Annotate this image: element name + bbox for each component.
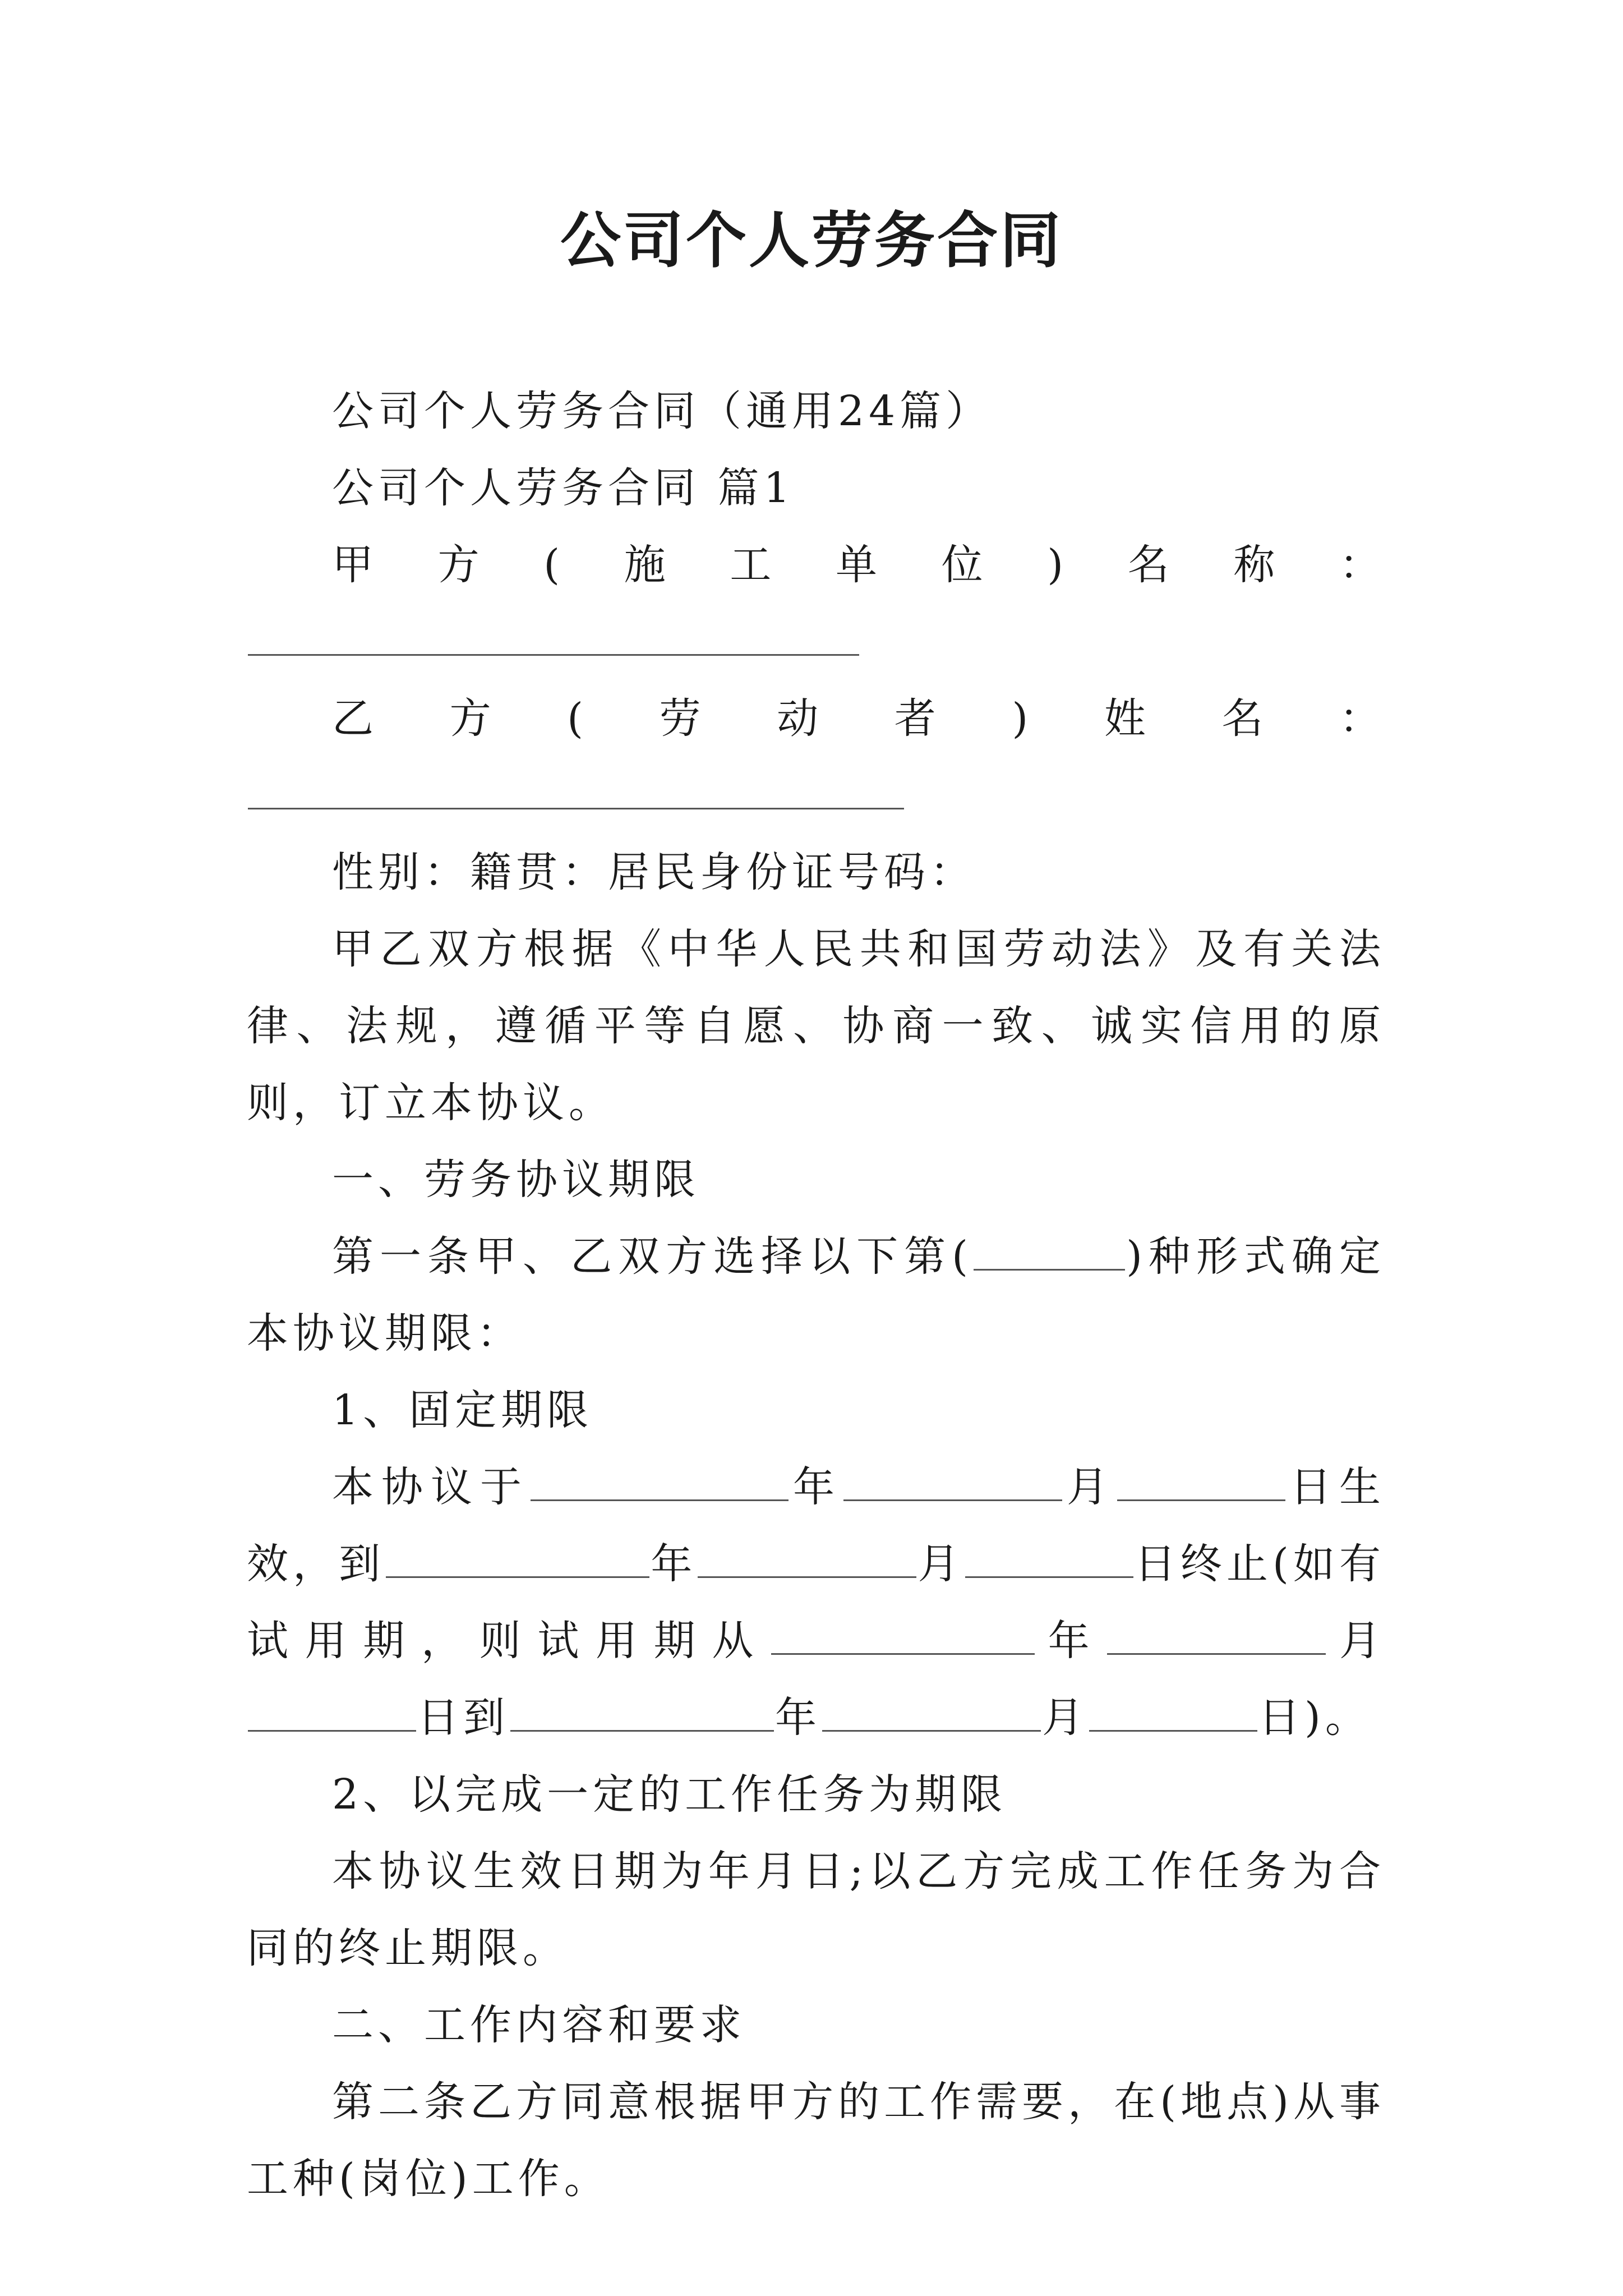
start-day-blank xyxy=(1117,1466,1285,1501)
trial-end: 日)。 xyxy=(1258,1694,1371,1742)
end-month-blank xyxy=(698,1543,916,1578)
year-label: 年 xyxy=(651,1540,697,1588)
item-task-term: 2、以完成一定的工作任务为期限 xyxy=(332,1770,1007,1819)
party-b-label: 乙方(劳动者)姓名： xyxy=(332,694,1385,743)
start-suffix: 日生效，到 xyxy=(247,1463,1385,1588)
document-body xyxy=(247,373,1385,2217)
month-label: 月 xyxy=(1063,1463,1116,1511)
end-suffix: 日终止(如有试用期，则试用期从 xyxy=(247,1540,1386,1665)
party-a-blank xyxy=(248,620,859,656)
trial-start-year-blank xyxy=(771,1619,1035,1655)
month-label: 月 xyxy=(917,1540,964,1588)
start-month-blank xyxy=(843,1466,1062,1501)
party-a-label: 甲方(施工单位)名称： xyxy=(332,541,1385,589)
article-1 xyxy=(247,1218,1385,1372)
article-1-blank xyxy=(974,1235,1125,1271)
year-label: 年 xyxy=(1036,1617,1106,1665)
section-heading: 公司个人劳务合同 篇1 xyxy=(332,464,795,512)
trial-to: 日到 xyxy=(417,1694,509,1742)
year-label: 年 xyxy=(790,1463,842,1511)
fixed-term-paragraph xyxy=(247,1449,1385,1756)
party-b-blank xyxy=(248,774,904,809)
article-1-post: )种形式确定本协议期限： xyxy=(247,1232,1386,1358)
trial-end-year-blank xyxy=(510,1696,774,1732)
start-prefix: 本协议于 xyxy=(332,1463,529,1511)
trial-start-month-blank xyxy=(1107,1619,1326,1655)
article-1-pre: 第一条甲、乙双方选择以下第( xyxy=(332,1232,973,1281)
trial-end-month-blank xyxy=(822,1696,1041,1732)
party-a-line xyxy=(247,527,1385,680)
preamble-paragraph: 甲乙双方根据《中华人民共和国劳动法》及有关法律、法规，遵循平等自愿、协商一致、诚实信用的原则，订立本协议。 xyxy=(247,925,1385,1127)
party-b-line xyxy=(247,680,1385,834)
trial-end-day-blank xyxy=(1089,1696,1257,1732)
trial-start-day-blank xyxy=(248,1696,416,1732)
item-fixed-term: 1、固定期限 xyxy=(332,1386,593,1434)
personal-info: 性别：籍贯：居民身份证号码： xyxy=(332,848,976,896)
start-year-blank xyxy=(531,1466,789,1501)
heading-term: 一、劳务协议期限 xyxy=(332,1156,700,1204)
page-title: 公司个人劳务合同 xyxy=(560,206,1063,276)
month-label: 月 xyxy=(1327,1617,1386,1665)
article-2: 第二条乙方同意根据甲方的工作需要，在(地点)从事工种(岗位)工作。 xyxy=(247,2078,1385,2203)
task-term-paragraph: 本协议生效日期为年月日;以乙方完成工作任务为合同的终止期限。 xyxy=(247,1847,1385,1972)
end-year-blank xyxy=(386,1543,649,1578)
year-label: 年 xyxy=(775,1694,821,1742)
subtitle: 公司个人劳务合同（通用24篇） xyxy=(332,387,992,435)
end-day-blank xyxy=(965,1543,1133,1578)
month-label: 月 xyxy=(1042,1694,1088,1742)
heading-work-content: 二、工作内容和要求 xyxy=(332,2001,746,2049)
